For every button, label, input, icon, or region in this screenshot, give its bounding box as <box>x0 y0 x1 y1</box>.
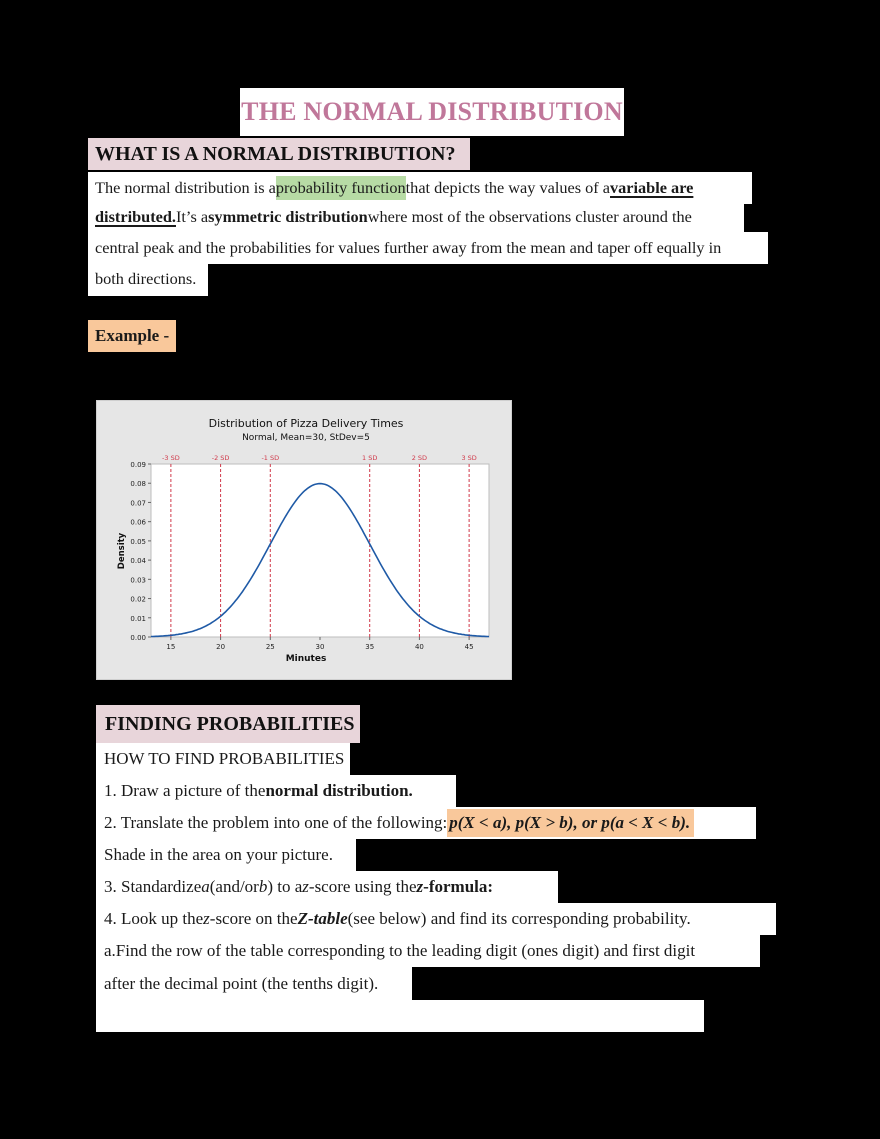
sd-label: 3 SD <box>461 454 477 462</box>
document-title: THE NORMAL DISTRIBUTION <box>240 88 624 136</box>
paragraph-line-2 <box>88 202 744 232</box>
sd-label: -2 SD <box>211 454 230 462</box>
step-3 <box>96 871 558 903</box>
example-label: Example - <box>88 320 176 352</box>
text: The normal distribution is a <box>95 178 276 197</box>
sd-label: 2 SD <box>411 454 428 462</box>
text: It’s a <box>175 207 209 226</box>
var-z: z <box>302 877 309 896</box>
chart-svg <box>97 401 513 681</box>
y-tick-label: 0.08 <box>130 480 146 489</box>
z-formula-label: -formula: <box>423 877 494 896</box>
y-axis <box>130 461 151 642</box>
sd-label: -3 SD <box>162 454 180 462</box>
z-table-label: Z-table <box>297 909 348 928</box>
normal-distribution-chart <box>96 400 512 680</box>
text: -score on the <box>209 909 298 928</box>
blank-line <box>96 1000 704 1032</box>
y-tick-label: 0.07 <box>130 499 146 508</box>
y-tick-label: 0.04 <box>130 557 146 566</box>
text: 4. Look up the <box>104 909 204 928</box>
y-tick-label: 0.01 <box>130 614 146 623</box>
highlight-probability-function: probability function <box>276 176 406 200</box>
step-1 <box>96 775 456 807</box>
bold-normal-distribution: normal distribution. <box>265 781 413 800</box>
step-4 <box>96 903 776 935</box>
var-z-bold: z <box>416 877 424 896</box>
var-a: a <box>201 877 210 896</box>
x-tick-label: 45 <box>464 643 474 651</box>
text: 2. Translate the problem into one of the following: <box>104 813 448 832</box>
subheading-how-to-find: HOW TO FIND PROBABILITIES <box>96 743 350 775</box>
paragraph-line-4: both directions. <box>88 262 208 296</box>
x-axis-label: Minutes <box>285 654 327 664</box>
y-tick-label: 0.03 <box>130 576 146 585</box>
x-tick-label: 20 <box>216 643 226 651</box>
y-tick-label: 0.00 <box>130 634 146 642</box>
step-2-continued: Shade in the area on your picture. <box>96 839 356 871</box>
y-tick-label: 0.02 <box>130 595 146 604</box>
section-heading-finding-probabilities: FINDING PROBABILITIES <box>96 705 360 743</box>
chart-subtitle: Normal, Mean=30, StDev=5 <box>242 433 370 443</box>
text: 3. Standardize <box>104 877 202 896</box>
section-heading-what-is: WHAT IS A NORMAL DISTRIBUTION? <box>88 138 470 170</box>
paragraph-line-1 <box>88 172 752 204</box>
y-tick-label: 0.06 <box>130 518 146 527</box>
sd-label: 1 SD <box>362 454 378 462</box>
y-tick-label: 0.09 <box>130 461 146 469</box>
sd-label: -1 SD <box>261 454 280 462</box>
x-tick-label: 35 <box>365 643 375 651</box>
x-tick-label: 30 <box>315 643 325 651</box>
x-tick-label: 40 <box>414 643 424 651</box>
x-tick-label: 15 <box>166 643 176 651</box>
chart-title: Distribution of Pizza Delivery Times <box>208 417 404 430</box>
x-axis <box>166 637 473 651</box>
y-tick-label: 0.05 <box>130 537 146 546</box>
text: (and/or <box>209 877 259 896</box>
step-2 <box>96 807 756 839</box>
var-b: b <box>258 877 268 896</box>
text: 1. Draw a picture of the <box>104 781 266 800</box>
bold-symmetric-distribution: symmetric distribution <box>208 207 368 226</box>
underlined-distributed: distributed. <box>95 207 176 226</box>
paragraph-line-3: central peak and the probabilities for values further away from the mean and taper off equally in <box>88 232 768 264</box>
step-4a-line-2: after the decimal point (the tenths digit). <box>96 967 412 1001</box>
x-tick-label: 25 <box>265 643 275 651</box>
plot-area <box>151 464 489 637</box>
text: that depicts the way values of a <box>405 178 611 197</box>
underlined-variable-are: variable are <box>610 178 694 197</box>
var-z: z <box>203 909 210 928</box>
probability-expressions-highlight: p(X < a), p(X > b), or p(a < X < b). <box>447 809 694 837</box>
text: -score using the <box>308 877 417 896</box>
step-4a-line-1: a.Find the row of the table corresponding to the leading digit (ones digit) and first digit <box>96 935 760 967</box>
y-axis-label: Density <box>117 532 127 570</box>
text: (see below) and find its corresponding probability. <box>347 909 691 928</box>
text: ) to a <box>267 877 303 896</box>
text: where most of the observations cluster around the <box>367 207 692 226</box>
